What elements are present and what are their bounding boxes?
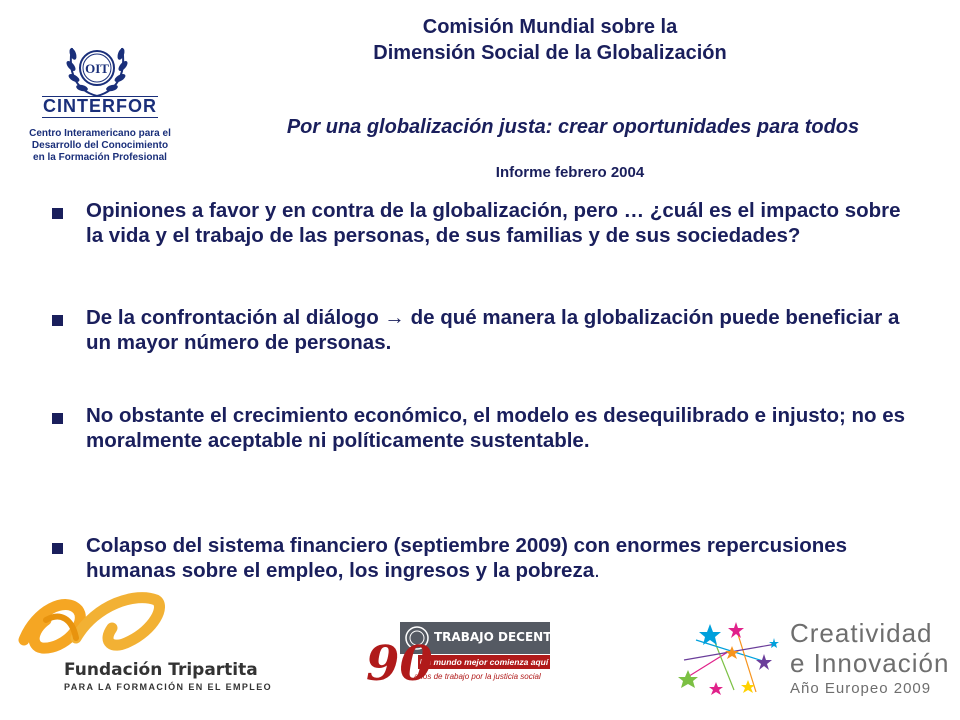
bullet-text: Opiniones a favor y en contra de la globalización, pero … ¿cuál es el impacto sobre la vida y el trabajo de las personas, de sus familias y de sus sociedades? bbox=[86, 199, 901, 247]
trabajo-decente-slogan: Un mundo mejor comienza aquí bbox=[419, 657, 549, 667]
bullet-item bbox=[52, 305, 912, 355]
bullet-item bbox=[52, 403, 912, 453]
report-date: Informe febrero 2004 bbox=[495, 164, 645, 181]
cinterfor-desc-line-1: Centro Interamericano para el bbox=[29, 128, 171, 139]
bullet-text: De la confrontación al diálogo → de qué manera la globalización puede beneficiar a un mayor número de personas. bbox=[86, 306, 900, 354]
creatividad-line-3: Año Europeo 2009 bbox=[790, 680, 932, 697]
bullet-item bbox=[52, 533, 912, 583]
oit-emblem-text: OIT bbox=[85, 61, 109, 76]
trabajo-decente-90: 90 bbox=[366, 636, 433, 692]
cinterfor-desc-line-2: Desarrollo del Conocimiento bbox=[31, 140, 169, 151]
oit-emblem-icon bbox=[62, 40, 132, 100]
creatividad-stars-icon bbox=[676, 620, 786, 700]
cinterfor-description bbox=[10, 128, 190, 164]
bullet-item bbox=[52, 198, 912, 248]
bullet-square-icon bbox=[52, 315, 63, 326]
cinterfor-logo-text: CINTERFOR bbox=[43, 96, 157, 116]
bullet-square-icon bbox=[52, 543, 63, 554]
bullet-text-main: Colapso del sistema financiero (septiembre 2009) con enormes repercusiones humanas sobre el empleo, los ingresos y la pobreza bbox=[86, 534, 848, 582]
fundacion-tripartita-swirl-icon bbox=[16, 590, 166, 658]
trabajo-decente-label: TRABAJO DECENTE bbox=[434, 630, 560, 644]
slide-subtitle: Por una globalización justa: crear oportunidades para todos bbox=[286, 116, 860, 138]
trabajo-decente-subtitle: años de trabajo por la justicia social bbox=[414, 672, 541, 681]
creatividad-line-1: Creatividad bbox=[790, 618, 933, 648]
cinterfor-desc-line-3: en la Formación Profesional bbox=[33, 152, 167, 163]
bullet-square-icon bbox=[52, 413, 63, 424]
creatividad-line-2: e Innovación bbox=[790, 648, 950, 678]
title-line-1: Comisión Mundial sobre la bbox=[422, 16, 678, 38]
fundacion-tripartita-subtitle: PARA LA FORMACIÓN EN EL EMPLEO bbox=[64, 682, 273, 692]
bullet-text-tail: . bbox=[594, 559, 600, 582]
slide-title bbox=[300, 14, 800, 66]
bullet-square-icon bbox=[52, 208, 63, 219]
bullet-text bbox=[86, 533, 912, 583]
bullet-text: No obstante el crecimiento económico, el modelo es desequilibrado e injusto; no es moralmente aceptable ni políticamente sustentable. bbox=[86, 404, 906, 452]
fundacion-tripartita-name: Fundación Tripartita bbox=[64, 660, 258, 680]
title-line-2: Dimensión Social de la Globalización bbox=[373, 42, 727, 64]
